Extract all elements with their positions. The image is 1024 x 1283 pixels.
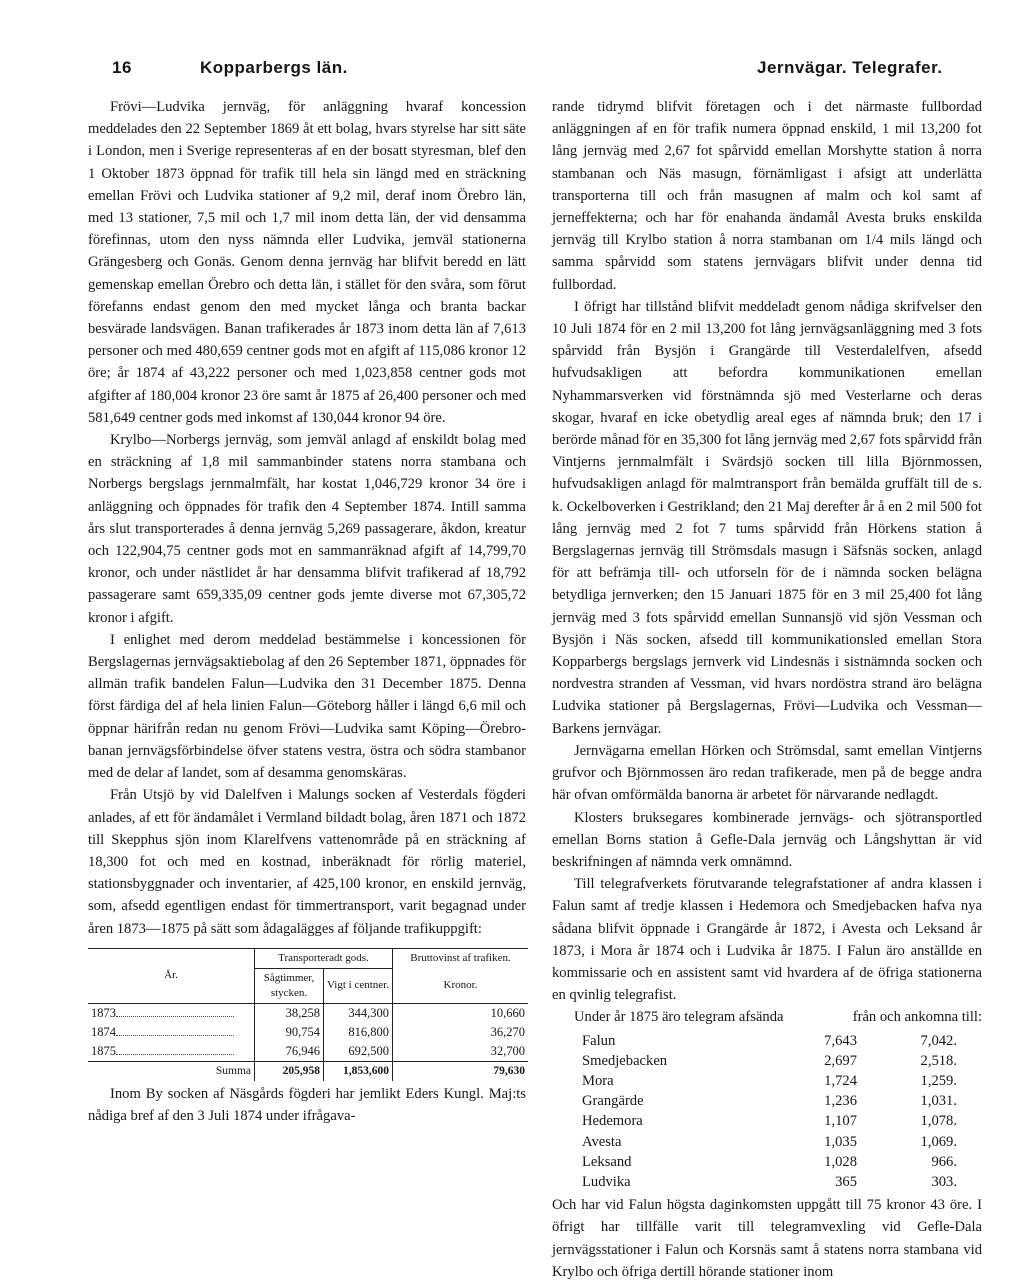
telegrams-received: 966. <box>931 1153 957 1170</box>
col-weight-header: Vigt i centner. <box>324 968 393 1003</box>
row-income: 32,700 <box>393 1042 529 1062</box>
row-weight: 692,500 <box>324 1042 393 1062</box>
telegrams-received: 1,069. <box>920 1133 957 1150</box>
telegrams-sent: 365 <box>835 1173 857 1190</box>
telegrams-received: 2,518. <box>920 1052 957 1069</box>
row-income: 36,270 <box>393 1023 529 1042</box>
col-income-header: Bruttovinst af trafiken. <box>393 948 529 968</box>
telegrams-received: 1,078. <box>920 1113 957 1130</box>
paragraph-klosters: Klosters bruksegares kombinerade jernvägs- och sjötransportled emellan Borns station å Gefle-Dala jernväg och Långshyttan är vid beskrifningen af nämnda verk omnämnd. <box>552 809 982 870</box>
telegram-intro-received: från och ankomna till: <box>852 1009 982 1026</box>
paragraph-by-socken: Inom By socken af Näsgårds fögderi har jemlikt Eders Kungl. Maj:ts nådiga bref af den 3 Juli 1874 under ifrågava- <box>88 1085 526 1124</box>
row-year: 1875 <box>91 1043 116 1058</box>
sum-label: Summa <box>215 1064 251 1077</box>
station-name: Grangärde <box>582 1093 644 1110</box>
col-transport-header: Transporteradt gods. <box>255 948 393 968</box>
station-name: Ludvika <box>582 1173 631 1190</box>
telegrams-received: 7,042. <box>920 1032 957 1049</box>
list-item <box>582 1091 962 1111</box>
paragraph-concessions: I öfrigt har tillstånd blifvit meddeladt genom nådiga skrifvelser den 10 Juli 1874 för en 2 mil 13,200 fot lång jernvägsanläggning med 3 fots spårvidd från Bysjön i Grangärde till Vesterdalelfven, afsedd hufvudsakligen att befordra kommunikationen emellan Nyhammarsverken vid förstnämnda sjö med Vesterlarne och deras skogar, hvaraf en icke obetydlig areal eges af nämnda bruk; den 17 i berörde månad för en 35,300 fot lång jernväg med 2,67 fots spårvidd från Vintjerns jernmalmfält i Svärdsjö socken till lilla Björnmossen, hufvudsakligen anlagd för malmtransport från bemälda gruffält till de s. k. Ockelboverken i Gestrikland; den 21 Maj derefter år å en 2 mil 500 fot lång jernväg med 2 fot 7 tums spårvidd från Hörkens station å Bergslagernas jernväg till Strömsdals masugn i Säfsnäs socken, anlagd för att befrämja till- och utforseln för de i nämnda socken belägna betydliga jernverken; den 15 Januari 1875 för en 3 mil 25,400 fot lång jernväg med 3 fots spårvidd emellan Sunnansjö vid sjön Vessman och Bysjön i Näs socken, afsedd till kommunikationsled emellan Stora Kopparbergs bergslags jernverk vid Lindesnäs i sistnämnda socken och nordvestra stranden af Vessman, vid hvars nordöstra strand äro belägna Ludvika stationer på Bergslagernas, Frövi—Ludvika och Vessman—Barkens jernvägar. <box>552 298 982 737</box>
col-timber-header: Sågtimmer, stycken. <box>255 968 324 1003</box>
paragraph-krylbo-norberg: Krylbo—Norbergs jernväg, som jemväl anlagd af enskildt bolag med en sträckning af 1,8 mil sammanbinder statens norra stambana och Norbergs bergslags jernmalmfält, har kostat 1,046,729 kronor 34 öre i anläggning och öppnades för trafik den 4 September 1874. Intill samma års slut transporterades å denna jernväg 5,269 passagerare, åkdon, kreatur och 122,904,75 centner gods mot en sammanräknad afgift af 14,799,70 kronor, och under nästlidet år har densamma blifvit trafikerad af 18,792 passagerare samt 659,335,09 centner gods jemte diverse mot 67,305,72 kronor i afgift. <box>88 432 526 626</box>
left-column <box>88 96 526 1127</box>
county-heading: Kopparbergs län. <box>200 58 348 77</box>
list-item <box>582 1172 962 1192</box>
list-item <box>582 1071 962 1091</box>
telegrams-sent: 2,697 <box>824 1052 857 1069</box>
table-row <box>88 1003 528 1023</box>
paragraph-utsjo: Från Utsjö by vid Dalelfven i Malungs socken af Vesterdals fögderi anlades, af ett för ändamålet i Vermland bildadt bolag, åren 1871 och 1872 till Skepphus sjön inom Klarelfvens vattenområde på en sträckning af 18,300 fot och med en kostnad, inberäknadt för rörlig materiel, stationsbyggnader och inventarier, af 425,100 kronor, en enskild jernväg, som, afsedd egentligen endast för timmertransport, varit begagnad under åren 1873—1875 på sätt som ådagalägges af följande trafikuppgift: <box>88 787 526 937</box>
telegrams-sent: 1,107 <box>824 1113 857 1130</box>
list-item <box>582 1132 962 1152</box>
row-weight: 344,300 <box>324 1003 393 1023</box>
telegrams-sent: 7,643 <box>824 1032 857 1049</box>
telegrams-sent: 1,028 <box>824 1153 857 1170</box>
station-name: Hedemora <box>582 1113 643 1130</box>
table-sum-row <box>88 1061 528 1081</box>
traffic-table <box>88 948 528 1081</box>
col-year-header: År. <box>88 948 255 1003</box>
telegrams-received: 1,031. <box>920 1093 957 1110</box>
row-timber: 38,258 <box>255 1003 324 1023</box>
station-name: Leksand <box>582 1153 632 1170</box>
section-heading: Jernvägar. Telegrafer. <box>757 58 943 77</box>
telegrams-received: 303. <box>931 1173 957 1190</box>
list-item <box>582 1031 962 1051</box>
table-row <box>88 1023 528 1042</box>
paragraph-telegraph: Till telegrafverkets förutvarande telegrafstationer af andra klassen i Falun samt af tredje klassen i Hedemora och Smedjebacken hafva nya sådana blifvit öppnade i Grangärde år 1872, i Avesta och Leksand år 1873, i Mora år 1874 och i Ludvika år 1875. I Falun äro anställde en kommissarie och en assistent samt vid hvardera af de öfriga stationerna en qvinlig telegrafist. <box>552 876 982 1004</box>
row-income: 10,660 <box>393 1003 529 1023</box>
paragraph-morshytte: rande tidrymd blifvit företagen och i det närmaste fullbordad anläggningen af en för trafik numera öppnad enskild, 1 mil 13,200 fot lång jernväg med 2,67 fot spårvidd emellan Morshytte station å norra stambanan och Näs masugn, förnämligast i afsigt att underlätta transporterna till och från masugnen af malm och kol samt af jerneffekterna; och har för enahanda ändamål Avesta bruks enskilda jernväg till Krylbo station å norra stambanan om 1/4 mils längd och samma spårvidd som statens jernvägars blifvit under denna tid fullbordad. <box>552 99 982 293</box>
table-row <box>88 1042 528 1062</box>
telegram-list <box>582 1031 962 1193</box>
telegrams-received: 1,259. <box>920 1072 957 1089</box>
telegrams-sent: 1,724 <box>824 1072 857 1089</box>
station-name: Smedjebacken <box>582 1052 668 1069</box>
sum-timber: 205,958 <box>255 1061 324 1081</box>
telegrams-sent: 1,035 <box>824 1133 857 1150</box>
list-item <box>582 1111 962 1131</box>
telegram-intro-sent: Under år 1875 äro telegram afsända <box>574 1009 784 1026</box>
paragraph-frovi-ludvika: Frövi—Ludvika jernväg, för anläggning hvaraf koncession meddelades den 22 September 1869 åt ett bolag, hvars styrelse har sitt säte i London, men i Sverige representeras af en der bosatt styresman, blef den 1 Oktober 1873 öppnad för trafik till hela sin längd med en sträckning emellan Frövi och Ludvika stationer af 9,2 mil, deraf inom Örebro län, med 13 stationer, 7,5 mil och 1,7 mil inom detta län, der vid densamma förefinnas, utom den nyss nämnda eller Ludvika, jemväl stationerna Grängesberg och Gonäs. Genom denna jernväg har blifvit beredd en lätt gemenskap emellan Örebro och detta län, i stället för den svåra, som förut förefanns endast genom den med mycket långa och branta backar besvärade landsvägen. Banan trafikerades år 1873 inom detta län af 7,613 personer och med 480,659 centner gods mot en afgift af 115,086 kronor 12 öre; år 1874 af 43,222 personer och med 1,023,858 centner gods mot afgifter af 180,004 kronor 23 öre samt år 1875 af 26,400 personer och med 581,649 centner gods med inkomst af 130,044 kronor 94 öre. <box>88 99 526 426</box>
paragraph-bergslagernas: I enlighet med derom meddelad bestämmelse i koncessionen för Bergslagernas jernvägsaktiebolag af den 26 September 1871, öppnades för allmän trafik bandelen Falun—Ludvika den 31 December 1875. Denna först färdiga del af hela linien Falun—Göteborg håller i längd 6,6 mil och öppnar härifrån redan nu genom Frövi—Ludvika samt Köping—Örebro-banan jernvägsförbindelse öfver statens vestra, östra och södra stambanor med de delar af landet, som af desamma genomskäras. <box>88 631 526 782</box>
list-item <box>582 1152 962 1172</box>
page-number: 16 <box>112 58 132 77</box>
row-year: 1874 <box>91 1024 116 1039</box>
row-year: 1873 <box>91 1005 116 1020</box>
paragraph-falun-income: Och har vid Falun högsta daginkomsten uppgått till 75 kronor 43 öre. I öfrigt har tillfälle varit till telegramvexling vid Gefle-Dala jernvägsstationer i Falun och Korsnäs samt å statens norra stambana vid Krylbo och öfriga dertill hörande stationer inom <box>552 1197 982 1280</box>
telegram-intro <box>552 1006 982 1028</box>
station-name: Falun <box>582 1032 616 1049</box>
paragraph-trafficked: Jernvägarna emellan Hörken och Strömsdal, samt emellan Vintjerns grufvor och Björnmossen äro redan trafikerade, men på de begge andra här ofvan omförmälda banorna är arbetet för närvarande nedlagdt. <box>552 742 982 804</box>
right-column <box>552 96 982 1283</box>
row-timber: 76,946 <box>255 1042 324 1062</box>
row-timber: 90,754 <box>255 1023 324 1042</box>
telegrams-sent: 1,236 <box>824 1093 857 1110</box>
station-name: Avesta <box>582 1133 622 1150</box>
col-kronor-header: Kronor. <box>393 968 529 1003</box>
sum-weight: 1,853,600 <box>324 1061 393 1081</box>
list-item <box>582 1051 962 1071</box>
row-weight: 816,800 <box>324 1023 393 1042</box>
sum-income: 79,630 <box>393 1061 529 1081</box>
station-name: Mora <box>582 1072 614 1089</box>
